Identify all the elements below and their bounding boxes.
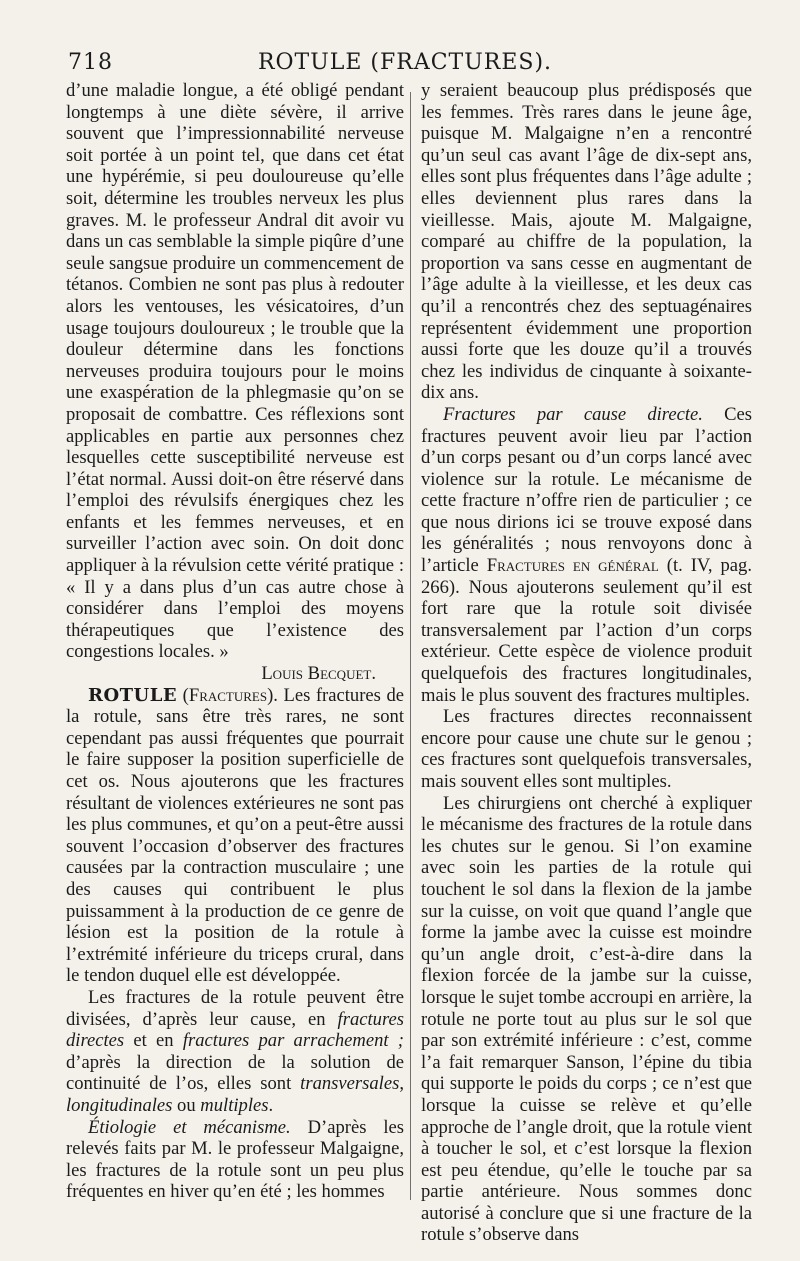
direct-cause-paragraph (421, 404, 752, 706)
text-run: Les fractures de la rotule peuvent être divisées, d’après leur cause, en (66, 986, 404, 1030)
mechanism-paragraph: Les chirurgiens ont cherché à expliquer le mécanisme des fractures de la rotule dans les chutes sur le genou. Si l’on examine avec soin les parties de la rotule qui touchent le sol dans la flexion de la jambe sur la cuisse, on voit que quand l’angle que forme la jambe avec la cuisse est moindre qu’un angle droit, c’est-à-dire dans la flexion forcée de la jambe sur la cuisse, lorsque le sujet tombe accroupi en arrière, la rotule ne porte tout au plus sur le sol que par son extrémité inférieure : c’est, comme l’a fait remarquer Sanson, l’épine du tibia qui supporte le poids du corps ; ce n’est que lorsque la cuisse se relève et qu’elle approche de l’angle droit, que la rotule vient à toucher le sol, et c’est lorsque la flexion est peu étendue, qu’elle le touche par sa partie antérieure. Nous sommes donc autorisé à conclure que si une fracture de la rotule s’observe dans (421, 792, 752, 1246)
page-header (60, 50, 750, 80)
text-run: (t. IV, pag. 266). Nous ajouterons seulement qu’il est fort rare que la rotule soit divisée transversalement par l’action d’un corps extérieur. Cette espèce de violence produit quelquefois des fractures longitudinales, mais le plus souvent des fractures multiples. (421, 555, 752, 706)
author-signature: Louis Becquet. (261, 663, 376, 685)
paragraph-continued: y seraient beaucoup plus prédisposés que les femmes. Très rares dans le jeune âge, puisque M. Malgaigne n’en a rencontré qu’un seul cas avant l’âge de dix-sept ans, elles sont plus fréquentes dans l’âge adulte ; elles deviennent plus rares dans la vieillesse. Mais, ajoute M. Malgaigne, comparé au chiffre de la population, la proportion va sans cesse en augmentant de l’âge adulte à la vieillesse, et les deux cas qu’il a rencontrés chez des septuagénaires représentent évidemment une proportion aussi forte que les douze qu’il a trouvés chez les individus de cinquante à soixante-dix ans. (421, 80, 752, 404)
text-run: , (399, 1073, 404, 1095)
etiology-paragraph (66, 1117, 404, 1203)
text-run: ou (172, 1094, 201, 1116)
page-number: 718 (68, 50, 113, 75)
section-subheading: Fractures par cause directe. (443, 403, 703, 425)
text-run: D’après les relevés faits par M. le professeur Malgaigne, les fractures de la rotule sont un peu plus fréquentes en hiver qu’en été ; les hommes (66, 1116, 404, 1203)
article-intro-paragraph (66, 685, 404, 987)
left-column (66, 80, 404, 1203)
emphasis-term: multiples (200, 1094, 269, 1116)
emphasis-term: transversales (300, 1073, 400, 1095)
emphasis-term: longitudinales (66, 1094, 173, 1116)
text-run: . (268, 1094, 274, 1116)
column-divider (410, 92, 411, 1200)
article-heading: ROTULE (88, 684, 178, 706)
text-run: Ces fractures peuvent avoir lieu par l’action d’un corps pesant ou d’un corps lancé avec violence sur la rotule. Le mécanisme de cette fracture n’offre rien de particulier ; ce que nous dirions ici se trouve exposé dans les généralités ; nous renvoyons donc à l’article (421, 403, 752, 577)
emphasis-term: fractures par arrachement ; (182, 1030, 404, 1052)
text-run: d’après la direction de la solution de continuité de l’os, elles sont (66, 1051, 404, 1095)
running-title: ROTULE (FRACTURES). (257, 50, 553, 75)
classification-paragraph (66, 987, 404, 1117)
fall-cause-paragraph: Les fractures directes reconnaissent encore pour cause une chute sur le genou ; ces fractures sont quelquefois transversales, mais souvent elles sont multiples. (421, 706, 752, 792)
paragraph-continued: d’une maladie longue, a été obligé pendant longtemps à une diète sévère, il arrive souvent que l’impressionnabilité nerveuse soit portée à un point tel, que dans cet état une hypérémie, si peu douloureuse qu’elle soit, détermine les troubles nerveux les plus graves. M. le professeur Andral dit avoir vu dans un cas semblable la simple piqûre d’une seule sangsue produire un commencement de tétanos. Combien ne sont pas plus à redouter alors les ventouses, les vésicatoires, d’un usage toujours douloureux ; le trouble que la douleur détermine dans les fonctions nerveuses produira toujours pour le moins une exaspération de la phlegmasie qu’on se proposait de combattre. Ces réflexions sont applicables en partie aux personnes chez lesquelles cette susceptibilité nerveuse est l’état normal. Aussi doit-on être réservé dans l’emploi des révulsifs énergiques chez les enfants et les femmes nerveuses, et en surveiller l’action avec soin. On doit donc appliquer à la révulsion cette vérité pratique : « Il y a dans plus d’un cas autre chose à considérer dans l’emploi des moyens thérapeutiques que l’existence des congestions locales. » (66, 80, 404, 663)
right-column (421, 80, 752, 1246)
cross-reference: Fractures en général (486, 555, 659, 577)
text-run: et en (124, 1030, 183, 1052)
article-heading-subtitle: (Fractures). (182, 684, 278, 706)
article-intro-text: Les fractures de la rotule, sans être très rares, ne sont cependant pas aussi fréquentes que pourrait le faire supposer la position superficielle de cet os. Nous ajouterons que les fractures résultant de violences extérieures ne sont pas les plus communes, et qu’on a peut-être aussi souvent l’occasion d’observer des fractures causées par la contraction musculaire ; une des causes qui contribuent le plus puissamment à la production de ce genre de lésion est la position de la rotule à l’extrémité inférieure du triceps crural, dans le tendon duquel elle est développée. (66, 684, 404, 987)
section-subheading: Étiologie et mécanisme. (88, 1116, 291, 1138)
emphasis-term: fractures directes (66, 1008, 404, 1052)
